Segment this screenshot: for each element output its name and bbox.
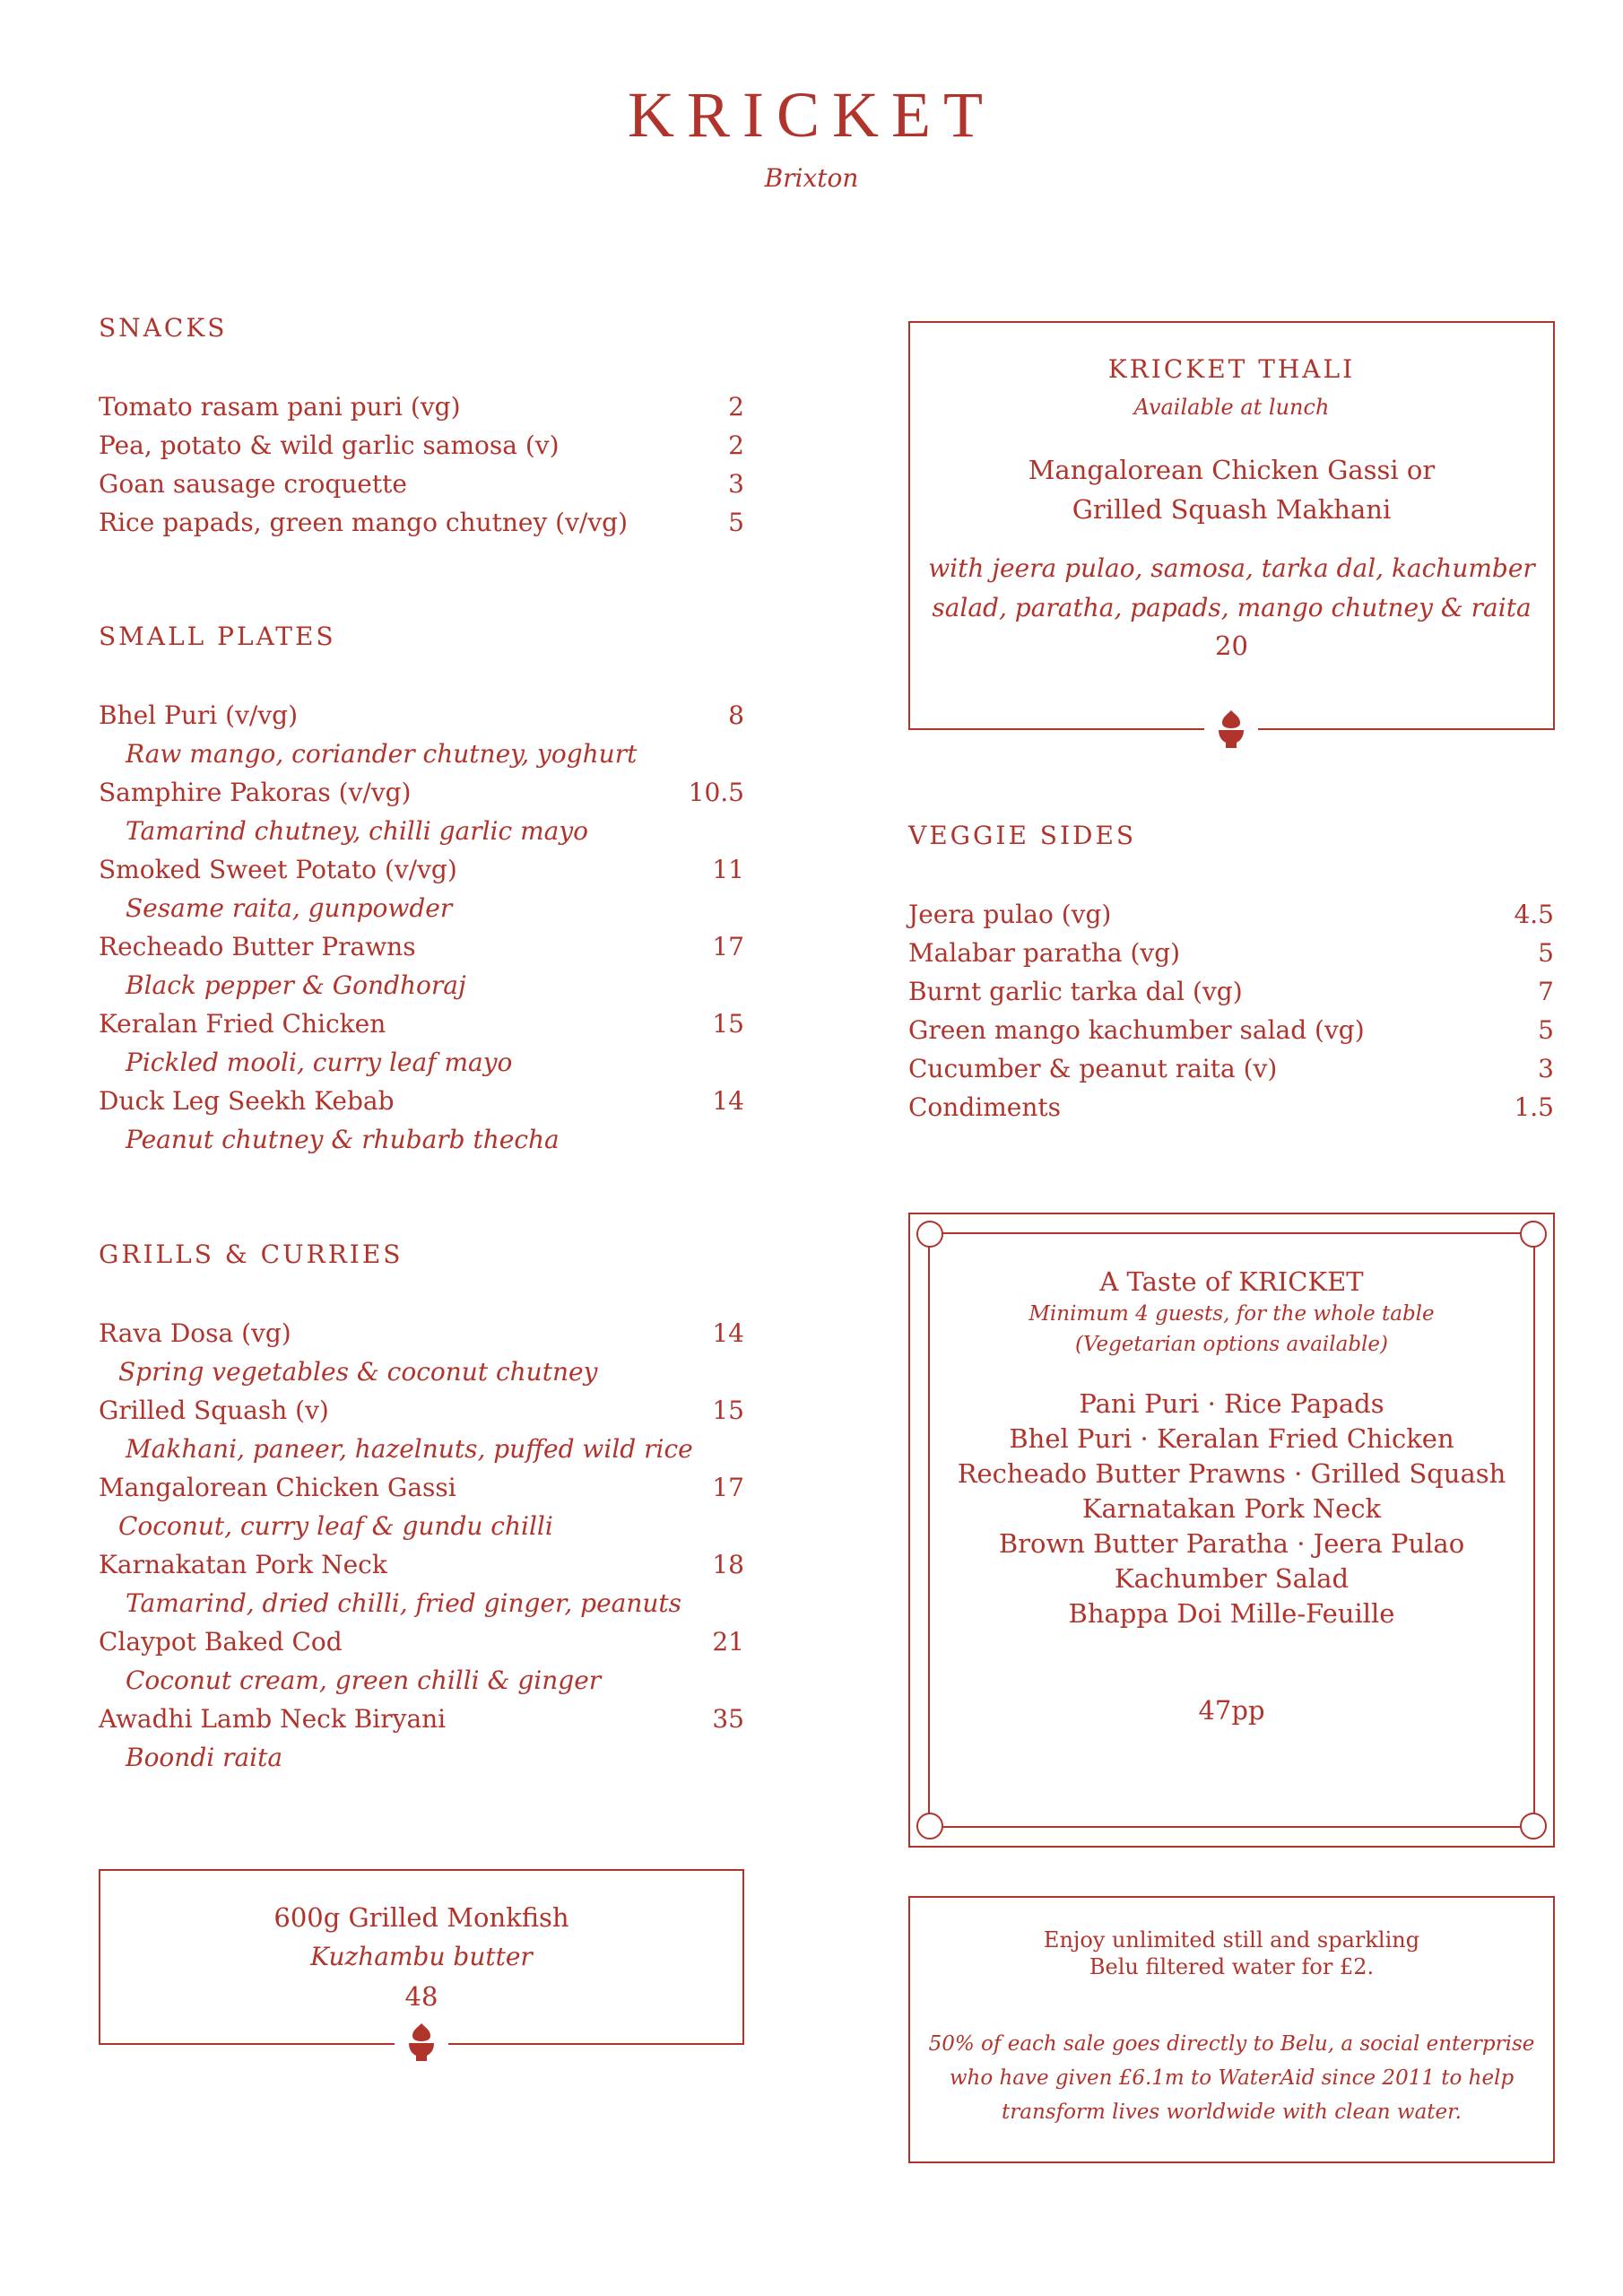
tasting-line: Recheado Butter Prawns · Grilled Squash <box>957 1458 1506 1489</box>
menu-item <box>99 696 744 735</box>
menu-item <box>99 426 744 465</box>
kricket-emblem-icon <box>1213 709 1249 752</box>
item-price: 2 <box>728 430 744 460</box>
item-name: Rice papads, green mango chutney (v/vg) <box>99 508 629 537</box>
item-price: 8 <box>728 700 744 730</box>
tasting-title: A Taste of KRICKET <box>1099 1266 1364 1297</box>
menu-item <box>908 934 1554 972</box>
section-heading-small-plates: SMALL PLATES <box>99 622 336 651</box>
menu-item <box>99 1545 744 1584</box>
item-price: 35 <box>712 1704 744 1734</box>
item-price: 1.5 <box>1514 1092 1554 1122</box>
menu-item <box>908 972 1554 1011</box>
menu-item <box>99 503 744 542</box>
item-name: Keralan Fried Chicken <box>99 1009 386 1039</box>
item-price: 15 <box>712 1396 744 1425</box>
item-description: Makhani, paneer, hazelnuts, puffed wild rice <box>126 1434 693 1464</box>
item-price: 18 <box>712 1550 744 1579</box>
item-name: Rava Dosa (vg) <box>99 1318 291 1348</box>
location-label: Brixton <box>764 163 859 193</box>
snacks-list <box>99 387 744 542</box>
item-description: Tamarind chutney, chilli garlic mayo <box>126 816 588 846</box>
item-price: 10.5 <box>688 778 744 807</box>
water-line: Belu filtered water for £2. <box>1089 1954 1375 1979</box>
item-name: Condiments <box>908 1092 1061 1122</box>
menu-item <box>99 465 744 503</box>
item-price: 3 <box>1538 1054 1554 1083</box>
item-name: Duck Leg Seekh Kebab <box>99 1086 395 1116</box>
water-note: who have given £6.1m to WaterAid since 2011 to help <box>949 2066 1515 2090</box>
frame-corner <box>1520 1221 1547 1248</box>
item-name: Bhel Puri (v/vg) <box>99 700 298 730</box>
item-price: 17 <box>712 1473 744 1502</box>
thali-description: salad, paratha, papads, mango chutney & raita <box>932 593 1532 622</box>
item-price: 5 <box>1538 1015 1554 1045</box>
item-name: Smoked Sweet Potato (v/vg) <box>99 855 457 884</box>
item-price: 14 <box>712 1318 744 1348</box>
tasting-note: (Vegetarian options available) <box>1074 1333 1388 1356</box>
tasting-line: Pani Puri · Rice Papads <box>1079 1388 1384 1419</box>
monkfish-price: 48 <box>404 1981 438 2012</box>
tasting-menu-box <box>908 1213 1555 1848</box>
menu-item <box>99 387 744 426</box>
tasting-line: Karnatakan Pork Neck <box>1081 1493 1382 1524</box>
menu-item <box>99 1622 744 1661</box>
menu-item <box>99 1391 744 1430</box>
menu-item <box>908 1049 1554 1088</box>
item-name: Claypot Baked Cod <box>99 1627 343 1657</box>
item-price: 21 <box>712 1627 744 1657</box>
item-description: Spring vegetables & coconut chutney <box>118 1357 598 1387</box>
menu-item <box>99 1314 744 1352</box>
item-description: Tamarind, dried chilli, fried ginger, peanuts <box>126 1588 682 1618</box>
item-price: 4.5 <box>1514 900 1554 929</box>
item-price: 17 <box>712 932 744 961</box>
item-name: Mangalorean Chicken Gassi <box>99 1473 456 1502</box>
snacks-section <box>99 312 744 542</box>
item-price: 15 <box>712 1009 744 1039</box>
menu-item <box>99 1468 744 1507</box>
item-description: Sesame raita, gunpowder <box>126 893 453 923</box>
tasting-line: Bhappa Doi Mille-Feuille <box>1068 1598 1395 1629</box>
item-description: Raw mango, coriander chutney, yoghurt <box>126 739 638 769</box>
item-price: 3 <box>728 469 744 499</box>
menu-item <box>99 1004 744 1043</box>
frame-corner <box>916 1813 943 1839</box>
water-line: Enjoy unlimited still and sparkling <box>1043 1927 1420 1952</box>
section-heading-veggie-sides: VEGGIE SIDES <box>908 821 1137 850</box>
item-description: Boondi raita <box>126 1743 283 1772</box>
thali-line: Grilled Squash Makhani <box>1072 494 1392 525</box>
thali-description: with jeera pulao, samosa, tarka dal, kachumber <box>928 553 1535 583</box>
thali-line: Mangalorean Chicken Gassi or <box>1028 455 1436 485</box>
tasting-line: Bhel Puri · Keralan Fried Chicken <box>1009 1423 1454 1454</box>
tasting-note: Minimum 4 guests, for the whole table <box>1028 1302 1435 1326</box>
grills-section <box>99 1239 744 1777</box>
item-name: Pea, potato & wild garlic samosa (v) <box>99 430 560 460</box>
menu-item <box>908 895 1554 934</box>
item-name: Malabar paratha (vg) <box>908 938 1181 968</box>
water-box <box>908 1896 1555 2163</box>
item-name: Recheado Butter Prawns <box>99 932 416 961</box>
item-name: Cucumber & peanut raita (v) <box>908 1054 1278 1083</box>
item-name: Goan sausage croquette <box>99 469 407 499</box>
item-name: Samphire Pakoras (v/vg) <box>99 778 412 807</box>
item-price: 7 <box>1538 977 1554 1006</box>
item-description: Pickled mooli, curry leaf mayo <box>126 1048 513 1077</box>
monkfish-description: Kuzhambu butter <box>310 1942 533 1971</box>
thali-box <box>908 321 1555 730</box>
item-price: 11 <box>712 855 744 884</box>
tasting-line: Kachumber Salad <box>1114 1563 1350 1594</box>
item-description: Coconut cream, green chilli & ginger <box>126 1665 602 1695</box>
item-name: Burnt garlic tarka dal (vg) <box>908 977 1243 1006</box>
veggie-sides-section <box>908 820 1554 1126</box>
item-description: Coconut, curry leaf & gundu chilli <box>118 1511 553 1541</box>
item-name: Tomato rasam pani puri (vg) <box>99 392 461 422</box>
small-plates-section <box>99 621 744 1159</box>
monkfish-name: 600g Grilled Monkfish <box>273 1902 569 1933</box>
item-name: Grilled Squash (v) <box>99 1396 329 1425</box>
kricket-emblem-icon <box>404 2022 439 2065</box>
frame-corner <box>916 1221 943 1248</box>
menu-item <box>99 850 744 889</box>
item-name: Karnakatan Pork Neck <box>99 1550 387 1579</box>
menu-item <box>99 773 744 812</box>
menu-item <box>99 1700 744 1738</box>
menu-item <box>908 1011 1554 1049</box>
water-note: transform lives worldwide with clean water. <box>1002 2100 1462 2124</box>
item-description: Black pepper & Gondhoraj <box>126 970 466 1000</box>
item-price: 5 <box>728 508 744 537</box>
thali-subtitle: Available at lunch <box>1133 395 1330 420</box>
monkfish-box <box>99 1869 744 2045</box>
tasting-line: Brown Butter Paratha · Jeera Pulao <box>998 1528 1465 1559</box>
frame-corner <box>1520 1813 1547 1839</box>
menu-item <box>908 1088 1554 1126</box>
brand-logo: KRICKET <box>628 79 995 151</box>
item-name: Green mango kachumber salad (vg) <box>908 1015 1365 1045</box>
section-heading-snacks: SNACKS <box>99 313 228 343</box>
item-description: Peanut chutney & rhubarb thecha <box>126 1125 560 1154</box>
item-name: Awadhi Lamb Neck Biryani <box>99 1704 447 1734</box>
thali-price: 20 <box>1215 631 1248 661</box>
thali-title: KRICKET THALI <box>1107 354 1356 384</box>
item-price: 14 <box>712 1086 744 1116</box>
item-price: 5 <box>1538 938 1554 968</box>
item-name: Jeera pulao (vg) <box>908 900 1112 929</box>
water-note: 50% of each sale goes directly to Belu, a social enterprise <box>928 2032 1535 2056</box>
tasting-price: 47pp <box>1198 1695 1265 1726</box>
section-heading-grills: GRILLS & CURRIES <box>99 1239 404 1269</box>
menu-item <box>99 927 744 966</box>
item-price: 2 <box>728 392 744 422</box>
menu-item <box>99 1082 744 1120</box>
